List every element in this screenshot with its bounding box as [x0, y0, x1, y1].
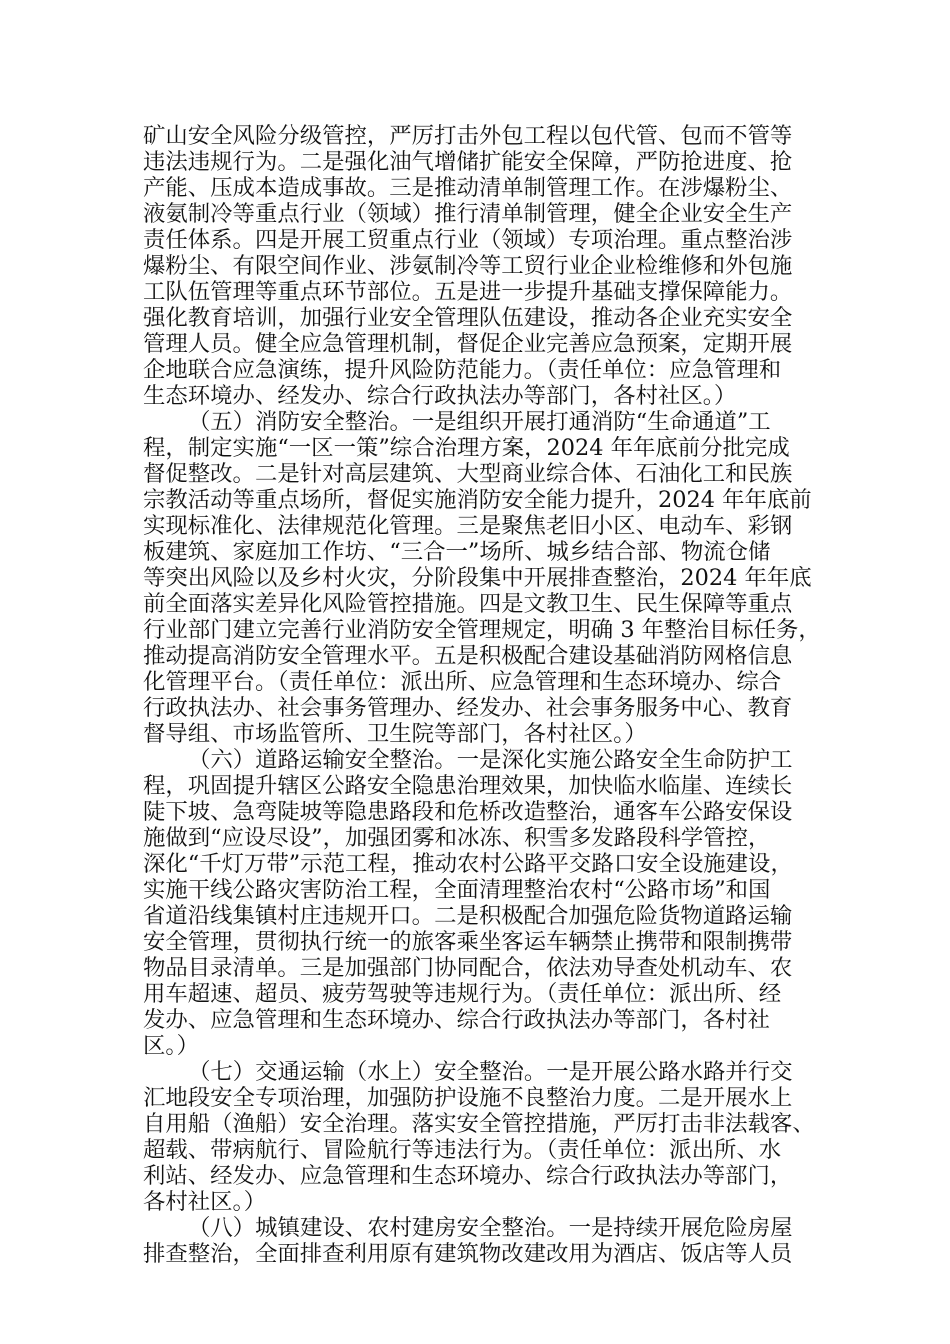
text-line: 生态环境办、经发办、综合行政执法办等部门，各村社区。） — [143, 383, 737, 409]
text-line: 自用船（渔船）安全治理。落实安全管控措施，严厉打击非法载客、 — [143, 1111, 815, 1137]
text-line: 推动提高消防安全管理水平。五是积极配合建设基础消防网格信息 — [143, 643, 793, 669]
text-line: 深化“千灯万带”示范工程，推动农村公路平交路口安全设施建设， — [143, 851, 793, 877]
text-line: 液氨制冷等重点行业（领域）推行清单制管理，健全企业安全生产 — [143, 201, 793, 227]
text-line: 督促整改。二是针对高层建筑、大型商业综合体、石油化工和民族 — [143, 461, 793, 487]
text-line: 施做到“应设尽设”，加强团雾和冰冻、积雪多发路段科学管控， — [143, 825, 771, 851]
section-heading-line: （八）城镇建设、农村建房安全整治。一是持续开展危险房屋 — [188, 1215, 793, 1241]
text-line: 督导组、市场监管所、卫生院等部门，各村社区。） — [143, 721, 647, 747]
text-line: 汇地段安全专项治理，加强防护设施不良整治力度。二是开展水上 — [143, 1085, 793, 1111]
text-line: 前全面落实差异化风险管控措施。四是文教卫生、民生保障等重点 — [143, 591, 793, 617]
text-line: 发办、应急管理和生态环境办、综合行政执法办等部门，各村社 — [143, 1007, 770, 1033]
text-line: 强化教育培训，加强行业安全管理队伍建设，推动各企业充实安全 — [143, 305, 793, 331]
text-line: 程，巩固提升辖区公路安全隐患治理效果，加快临水临崖、连续长 — [143, 773, 793, 799]
text-line: 行业部门建立完善行业消防安全管理规定，明确 3 年整治目标任务， — [143, 617, 821, 643]
text-line: 管理人员。健全应急管理机制，督促企业完善应急预案，定期开展 — [143, 331, 793, 357]
text-line: 爆粉尘、有限空间作业、涉氨制冷等工贸行业企业检维修和外包施 — [143, 253, 793, 279]
text-line: 利站、经发办、应急管理和生态环境办、综合行政执法办等部门， — [143, 1163, 793, 1189]
text-line: 工队伍管理等重点环节部位。五是进一步提升基础支撑保障能力。 — [143, 279, 793, 305]
text-line: 板建筑、家庭加工作坊、“三合一”场所、城乡结合部、物流仓储 — [143, 539, 771, 565]
text-line: 实施干线公路灾害防治工程，全面清理整治农村“公路市场”和国 — [143, 877, 771, 903]
text-line: 等突出风险以及乡村火灾，分阶段集中开展排查整治，2024 年年底 — [143, 565, 812, 591]
text-line: 各村社区。） — [143, 1189, 267, 1215]
text-line: 区。） — [143, 1033, 199, 1059]
section-heading-line: （六）道路运输安全整治。一是深化实施公路安全生命防护工 — [188, 747, 793, 773]
text-line: 实现标准化、法律规范化管理。三是聚焦老旧小区、电动车、彩钢 — [143, 513, 793, 539]
text-line: 用车超速、超员、疲劳驾驶等违规行为。（责任单位：派出所、经 — [143, 981, 782, 1007]
text-line: 程，制定实施“一区一策”综合治理方案，2024 年年底前分批完成 — [143, 435, 790, 461]
text-line: 超载、带病航行、冒险航行等违法行为。（责任单位：派出所、水 — [143, 1137, 782, 1163]
text-line: 排查整治，全面排查利用原有建筑物改建改用为酒店、饭店等人员 — [143, 1241, 793, 1267]
text-line: 宗教活动等重点场所，督促实施消防安全能力提升，2024 年年底前 — [143, 487, 812, 513]
text-line: 陡下坡、急弯陡坡等隐患路段和危桥改造整治，通客车公路安保设 — [143, 799, 793, 825]
text-line: 安全管理，贯彻执行统一的旅客乘坐客运车辆禁止携带和限制携带 — [143, 929, 793, 955]
text-line: 违法违规行为。二是强化油气增储扩能安全保障，严防抢进度、抢 — [143, 149, 793, 175]
text-line: 矿山安全风险分级管控，严厉打击外包工程以包代管、包而不管等 — [143, 123, 793, 149]
text-line: 企地联合应急演练，提升风险防范能力。（责任单位：应急管理和 — [143, 357, 782, 383]
text-line: 行政执法办、社会事务管理办、经发办、社会事务服务中心、教育 — [143, 695, 793, 721]
text-line: 省道沿线集镇村庄违规开口。二是积极配合加强危险货物道路运输 — [143, 903, 793, 929]
text-line: 物品目录清单。三是加强部门协同配合，依法劝导查处机动车、农 — [143, 955, 793, 981]
text-line: 责任体系。四是开展工贸重点行业（领域）专项治理。重点整治涉 — [143, 227, 793, 253]
text-line: 化管理平台。（责任单位：派出所、应急管理和生态环境办、综合 — [143, 669, 782, 695]
section-heading-line: （五）消防安全整治。一是组织开展打通消防“生命通道”工 — [188, 409, 771, 435]
text-line: 产能、压成本造成事故。三是推动清单制管理工作。在涉爆粉尘、 — [143, 175, 793, 201]
section-heading-line: （七）交通运输（水上）安全整治。一是开展公路水路并行交 — [188, 1059, 793, 1085]
